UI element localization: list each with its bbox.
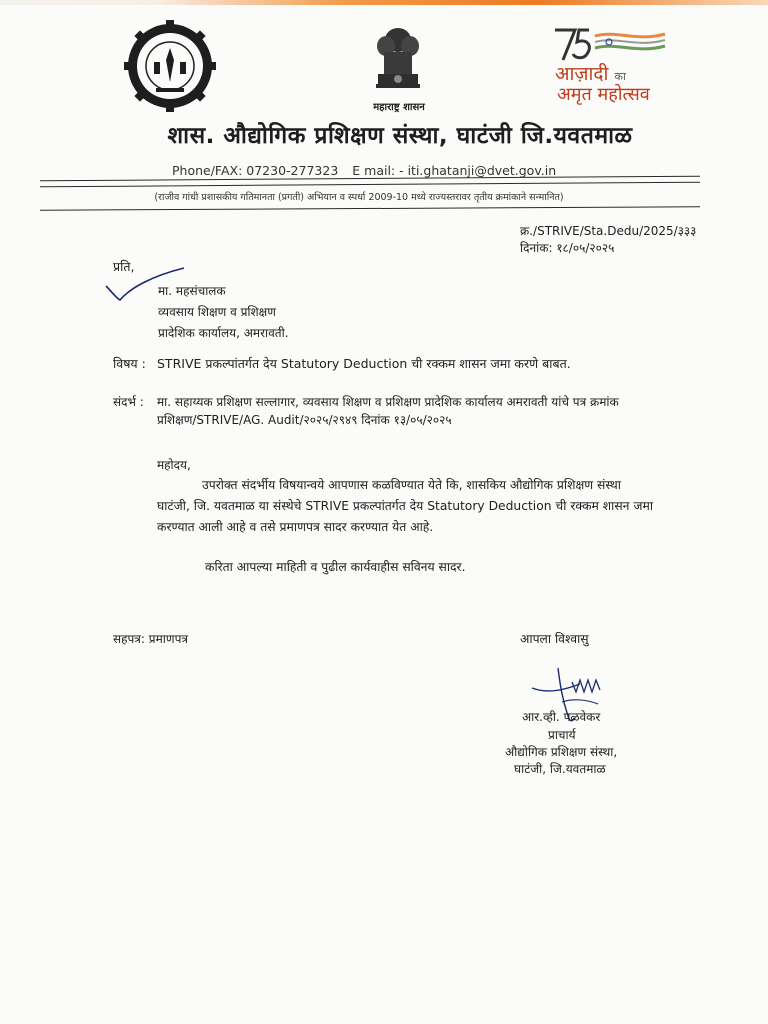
phone-fax: Phone/FAX: 07230-277323 [172,163,339,178]
reference-text-line1: मा. सहाय्यक प्रशिक्षण सल्लागार, व्यवसाय शिक्षण व प्रशिक्षण प्रादेशिक कार्यालय अमरावती यांचे पत्र क्रमांक [157,395,619,409]
body-paragraph [157,475,705,538]
addressee-line: प्रादेशिक कार्यालय, अमरावती. [158,326,289,340]
signatory-institute: औद्योगिक प्रशिक्षण संस्था, [505,745,618,759]
closing-line: करिता आपल्या माहिती व पुढील कार्यवाहीस सविनय सादर. [205,560,466,574]
azadi-ka-amrit-mahotsav-logo [547,28,687,108]
subject-text: STRIVE प्रकल्पांतर्गत देय Statutory Deduction ची रक्कम शासन जमा करणे बाबत. [157,356,571,371]
amrit-mahotsav-text: अमृत महोत्सव [557,84,650,105]
emblem-caption: महाराष्ट्र शासन [373,102,425,113]
letter-date: दिनांक: १८/०५/२०२५ [520,241,615,255]
addressee-line: व्यवसाय शिक्षण व प्रशिक्षण [158,305,276,319]
signatory-designation: प्राचार्य [548,728,576,742]
addressee-block [158,281,289,344]
contact-line [172,163,566,178]
reference-label: संदर्भ : [113,395,144,409]
header-rule-bottom [40,206,700,210]
salutation: महोदय, [157,458,191,472]
iti-gear-logo-icon [118,20,222,112]
subject-line [113,355,571,372]
reference-text-line2: प्रशिक्षण/STRIVE/AG. Audit/२०२५/२९४९ दिनांक १३/०५/२०२५ [157,413,452,427]
prati-label: प्रति, [113,259,135,274]
body-line: करण्यात आली आहे व तसे प्रमाणपत्र सादर करण्यात येत आहे. [157,520,434,534]
body-line: घाटंजी, जि. यवतमाळ या संस्थेचे STRIVE प्रकल्पांतर्गत देय Statutory Deduction ची रक्कम शासन जमा [157,499,654,513]
signatory-place: घाटंजी, जि.यवतमाळ [514,762,606,776]
award-line: (राजीव गांधी प्रशासकीय गतिमानता (प्रगती) अभियान व स्पर्धा 2009-10 मध्ये राज्यस्तरावर तृतीय क्रमांकाने सन्मानित) [154,192,564,203]
institute-title: शास. औद्योगिक प्रशिक्षण संस्था, घाटंजी जि.यवतमाळ [167,123,633,149]
azadi-ka-text: का [614,70,626,83]
header-rule-middle [40,182,700,188]
addressee-line: मा. महसंचालक [158,284,226,298]
enclosure-line: सहपत्र: प्रमाणपत्र [113,632,189,646]
yours-faithfully: आपला विश्वासु [520,632,589,646]
subject-label: विषय : [113,356,146,371]
reference-block [113,393,713,429]
reference-number: क्र./STRIVE/Sta.Dedu/2025/३३३ [520,224,697,238]
email-address: E mail: - iti.ghatanji@dvet.gov.in [352,163,557,178]
azadi-text: आज़ादी [555,63,609,85]
state-emblem-icon [368,24,428,98]
seventy-five-flag-icon [547,28,687,62]
top-color-band [0,0,768,5]
body-line: उपरोक्त संदर्भीय विषयान्वये आपणास कळविण्यात येते कि, शासकिय औद्योगिक प्रशिक्षण संस्था [202,478,621,492]
signatory-name: आर.व्ही. पळवेकर [522,710,601,724]
